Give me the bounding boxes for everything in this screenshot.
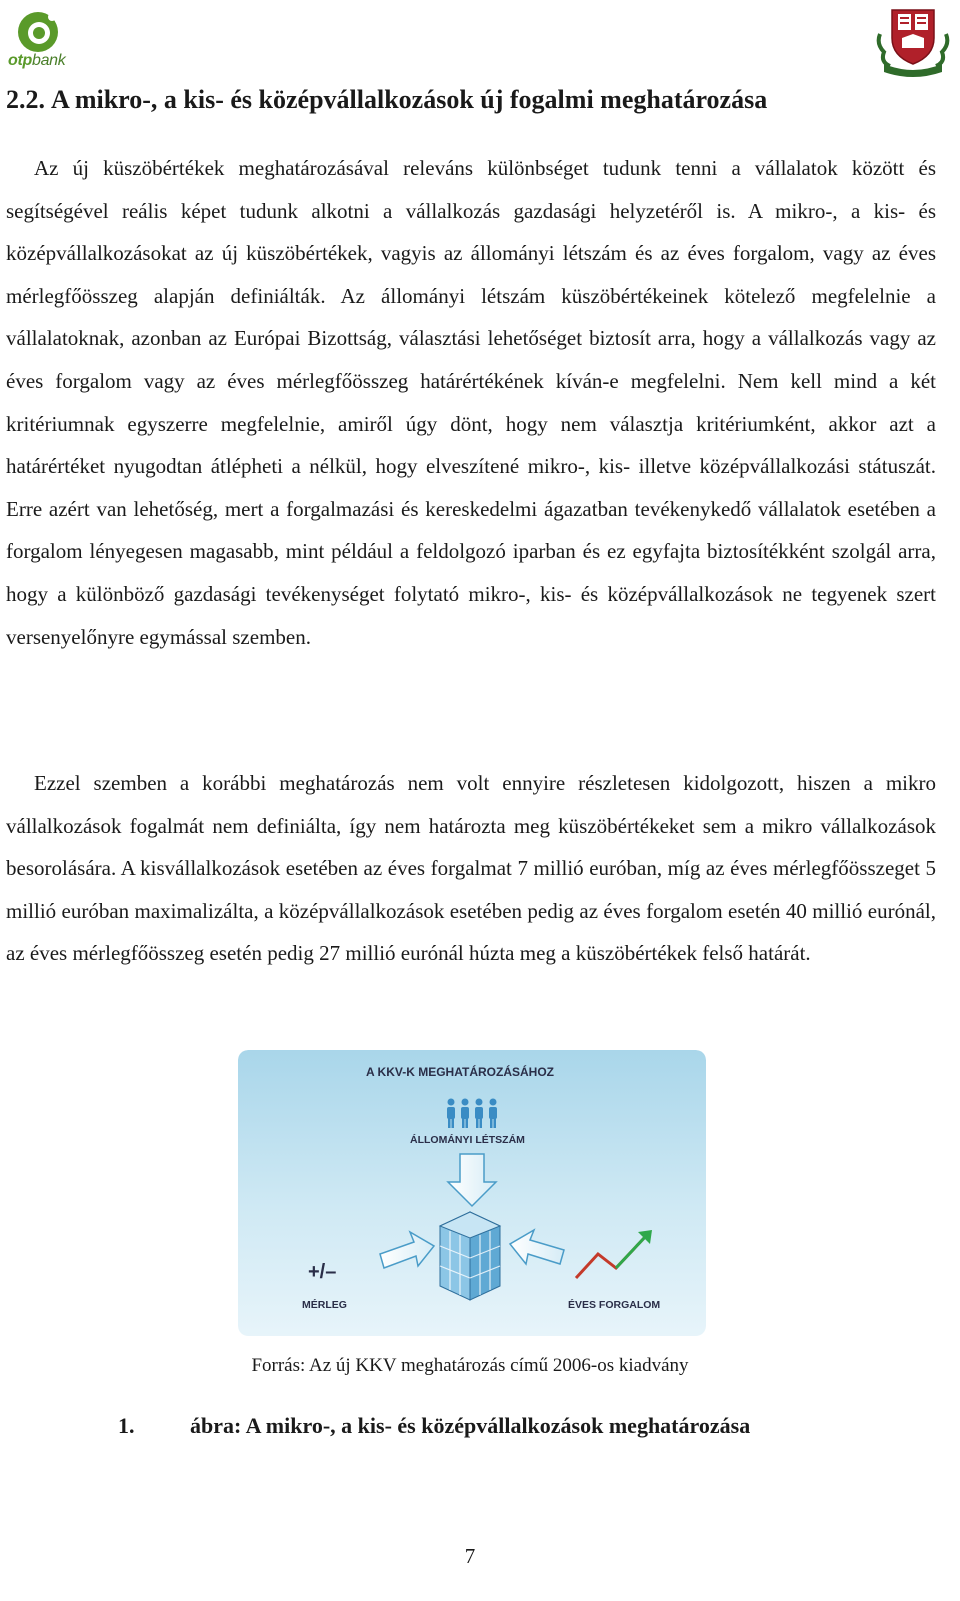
- staff-label: ÁLLOMÁNYI LÉTSZÁM: [410, 1134, 525, 1146]
- kkv-definition-figure: [238, 1050, 706, 1336]
- turnover-label: ÉVES FORGALOM: [568, 1299, 661, 1311]
- caption-number: 1.: [118, 1413, 135, 1438]
- building-cube-icon: [440, 1212, 500, 1300]
- section-number: 2.2.: [6, 85, 45, 114]
- figure-caption: [118, 1411, 750, 1441]
- page-number: 7: [464, 1544, 476, 1568]
- otp-bank-wordmark: otpbank: [8, 52, 66, 69]
- section-title: A mikro-, a kis- és középvállalkozások új fogalmi meghatározása: [51, 85, 768, 114]
- caption-text: ábra: A mikro-, a kis- és középvállalkozások meghatározása: [190, 1413, 751, 1438]
- section-heading: [6, 82, 906, 118]
- figure-source: Forrás: Az új KKV meghatározás című 2006-os kiadvány: [251, 1355, 689, 1376]
- body-paragraph-1: Az új küszöbértékek meghatározásával releváns különbséget tudunk tenni a vállalatok között és segítségével reális képet tudunk alkotni a vállalkozás gazdasági helyzetéről is. A mikro-, a kis- és középvállalkozásokat az új küszöbértékek, vagyis az állományi létszám és az éves forgalom, vagy az éves mérlegfőösszeg alapján definiálták. Az állományi létszám küszöbértékeinek kötelező megfelelnie a vállalatoknak, azonban az Európai Bizottság, választási lehetőséget biztosít arra, hogy a vállalkozás vagy az éves forgalom vagy az éves mérlegfőösszeg határértékének kíván-e megfelelni. Nem kell mind a két kritériumnak egyszerre megfelelnie, amiről úgy dönt, hogy nem választja kritériumként, akkor azt a határértéket nyugodtan átlépheti a nélkül, hogy elveszítené mikro-, kis- illetve középvállalkozási státuszát. Erre azért van lehetőség, mert a forgalmazási és kereskedelmi ágazatban tevékenykedő vállalatok esetében a forgalom lényegesen magasabb, mint például a feldolgozó iparban és ez egyfajta biztosítékként szolgál arra, hogy a különböző gazdasági tevékenységet folytató mikro-, kis- és középvállalkozások ne tegyenek szert versenyelőnyre egymással szemben.: [6, 156, 936, 649]
- body-paragraph-2: Ezzel szemben a korábbi meghatározás nem volt ennyire részletesen kidolgozott, hiszen a mikro vállalkozások fogalmát nem definiálta, így nem határozta meg küszöbértékeket sem a mikro vállalkozások besorolására. A kisvállalkozások esetében az éves forgalmat 7 millió euróban, míg az éves mérlegfőösszeget 5 millió euróban maximalizálta, a középvállalkozások esetében pedig az éves forgalom esetén 40 millió eurónál, az éves mérlegfőösszeg esetén pedig 27 millió eurónál húzta meg a küszöbértékek felső határát.: [6, 771, 936, 966]
- balance-label: MÉRLEG: [302, 1299, 347, 1311]
- figure-graphic: [238, 1050, 706, 1336]
- university-crest-icon: [876, 4, 950, 78]
- figure-title: A KKV-K MEGHATÁROZÁSÁHOZ: [366, 1065, 554, 1079]
- balance-symbol: +/–: [308, 1261, 337, 1283]
